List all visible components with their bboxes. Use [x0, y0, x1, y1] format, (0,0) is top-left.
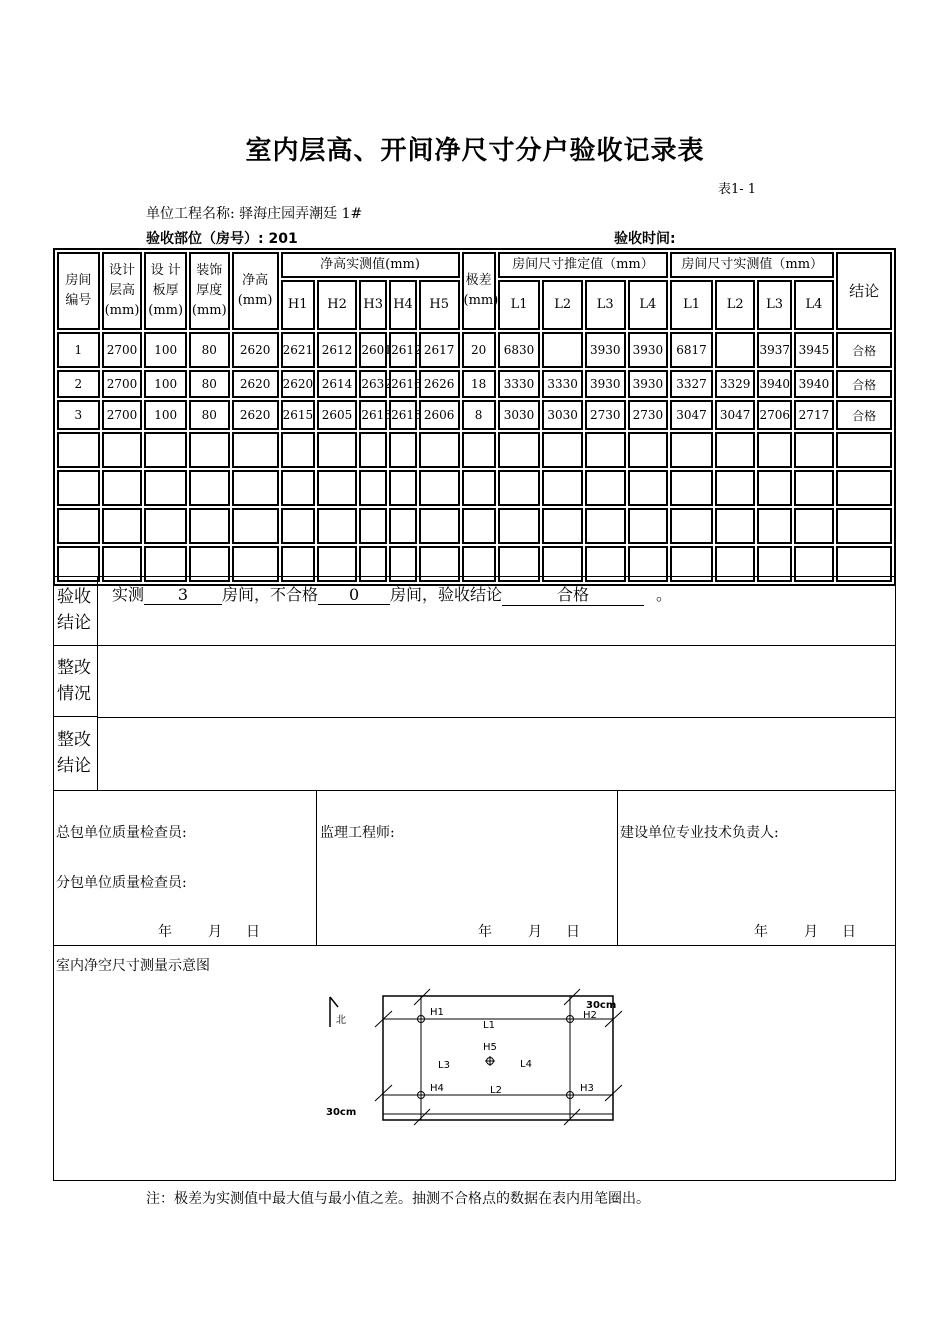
svg-text:H4: H4: [430, 1083, 444, 1094]
header-h5: H5: [419, 280, 460, 330]
supervisor-label: 监理工程师:: [320, 825, 395, 841]
page-title: 室内层高、开间净尺寸分户验收记录表: [245, 136, 705, 166]
table-cell: [542, 432, 583, 468]
header-actual-size: 房间尺寸实测值（mm）: [670, 252, 834, 278]
table-cell: [359, 470, 387, 506]
table-cell: 2632: [359, 370, 387, 398]
table-cell: 3930: [628, 332, 669, 368]
inspected-count: 3: [144, 585, 222, 605]
table-cell: 2606: [419, 400, 460, 430]
header-est-l3: L3: [585, 280, 626, 330]
date-1: 年 月 日: [158, 924, 260, 940]
project-name: 单位工程名称: 驿海庄园弄潮廷 1#: [146, 206, 363, 222]
header-est-l1: L1: [498, 280, 541, 330]
table-cell: 3: [57, 400, 100, 430]
svg-text:L2: L2: [490, 1085, 502, 1096]
table-cell: 2717: [794, 400, 835, 430]
table-cell: 2613: [359, 400, 387, 430]
measurement-table: [53, 248, 896, 586]
table-cell: [359, 508, 387, 544]
table-cell: [189, 432, 230, 468]
table-cell: [102, 508, 143, 544]
table-cell: [419, 432, 460, 468]
table-cell: [189, 470, 230, 506]
header-room: 房间编号: [57, 252, 100, 330]
table-cell: [794, 432, 835, 468]
table-cell: [670, 470, 713, 506]
inspection-location: 验收部位（房号）: 201: [146, 231, 298, 247]
svg-text:L1: L1: [483, 1020, 495, 1031]
svg-text:H3: H3: [580, 1083, 594, 1094]
table-cell: [57, 508, 100, 544]
table-row: [57, 370, 892, 398]
table-cell: [757, 432, 791, 468]
rectify-status-cell: [53, 645, 98, 717]
table-cell: 2620: [232, 370, 279, 398]
table-cell: [232, 508, 279, 544]
table-cell: [542, 332, 583, 368]
table-cell: [359, 432, 387, 468]
table-cell: [836, 432, 892, 468]
conclusion-label: 验收结论: [57, 587, 91, 633]
table-cell: [232, 432, 279, 468]
table-cell: 3047: [715, 400, 756, 430]
table-cell: [144, 432, 187, 468]
table-cell: [542, 508, 583, 544]
failed-count: 0: [318, 585, 390, 605]
table-cell: [794, 508, 835, 544]
table-cell: 2700: [102, 332, 143, 368]
table-cell: [389, 432, 417, 468]
table-cell: [836, 508, 892, 544]
measurement-diagram: [320, 985, 640, 1125]
table-cell: 1: [57, 332, 100, 368]
table-row: [57, 470, 892, 506]
table-cell: 2730: [585, 400, 626, 430]
table-cell: 2: [57, 370, 100, 398]
table-cell: 3940: [794, 370, 835, 398]
table-cell: 3330: [498, 370, 541, 398]
table-cell: 2620: [232, 400, 279, 430]
divider: [316, 790, 317, 945]
form-number: 表1- 1: [718, 182, 757, 197]
table-cell: [628, 508, 669, 544]
table-cell: 18: [462, 370, 496, 398]
sub-inspector-label: 分包单位质量检查员:: [56, 875, 187, 891]
table-cell: 2614: [317, 370, 358, 398]
header-estimated-size: 房间尺寸推定值（mm）: [498, 252, 669, 278]
table-cell: [389, 508, 417, 544]
table-cell: [189, 508, 230, 544]
table-cell: 2620: [281, 370, 315, 398]
rectify-status-label: 整改情况: [57, 658, 91, 704]
table-row: [57, 508, 892, 544]
table-cell: [57, 432, 100, 468]
table-cell: [144, 470, 187, 506]
header-est-l4: L4: [628, 280, 669, 330]
table-cell: 3940: [757, 370, 791, 398]
table-cell: [419, 470, 460, 506]
rectify-result-cell: [53, 717, 98, 790]
table-cell: 80: [189, 400, 230, 430]
footnote: 注：极差为实测值中最大值与最小值之差。抽测不合格点的数据在表内用笔圈出。: [146, 1191, 650, 1207]
header-design-height: 设计层高 (mm): [102, 252, 143, 330]
header-net-height: 净高 (mm): [232, 252, 279, 330]
table-cell: [836, 470, 892, 506]
header-h4: H4: [389, 280, 417, 330]
table-cell: 80: [189, 370, 230, 398]
table-cell: 6817: [670, 332, 713, 368]
svg-text:L4: L4: [520, 1059, 532, 1070]
table-cell: 3047: [670, 400, 713, 430]
date-2: 年 月 日: [478, 924, 580, 940]
table-cell: [462, 470, 496, 506]
table-cell: 100: [144, 400, 187, 430]
table-cell: 2612: [317, 332, 358, 368]
table-cell: 3330: [542, 370, 583, 398]
table-cell: 3327: [670, 370, 713, 398]
divider: [53, 945, 896, 946]
date-3: 年 月 日: [754, 924, 856, 940]
table-cell: 3329: [715, 370, 756, 398]
table-cell: 2621: [281, 332, 315, 368]
svg-text:30cm: 30cm: [326, 1107, 357, 1118]
table-cell: 3030: [498, 400, 541, 430]
svg-text:H5: H5: [483, 1042, 497, 1053]
table-cell: [715, 332, 756, 368]
table-cell: [389, 470, 417, 506]
header-act-l2: L2: [715, 280, 756, 330]
svg-text:L3: L3: [438, 1060, 450, 1071]
rectify-result-label: 整改结论: [57, 730, 91, 776]
table-cell: 3945: [794, 332, 835, 368]
table-cell: [585, 432, 626, 468]
table-cell: [715, 470, 756, 506]
header-act-l1: L1: [670, 280, 713, 330]
table-cell: [498, 432, 541, 468]
table-cell: [628, 470, 669, 506]
inner-line-h: [383, 1019, 613, 1114]
table-cell: 2706: [757, 400, 791, 430]
table-cell: [794, 470, 835, 506]
table-cell: [281, 508, 315, 544]
table-cell: 2620: [232, 332, 279, 368]
outer-wall: [383, 996, 613, 1120]
table-cell: 2605: [317, 400, 358, 430]
divider: [98, 645, 896, 646]
table-cell: 3930: [585, 332, 626, 368]
table-cell: 3030: [542, 400, 583, 430]
table-cell: [317, 508, 358, 544]
divider: [98, 717, 896, 718]
table-cell: 2617: [419, 332, 460, 368]
header-measured-height: 净高实测值(mm): [281, 252, 460, 278]
table-cell: 3937: [757, 332, 791, 368]
table-cell: [715, 508, 756, 544]
table-cell: [102, 470, 143, 506]
table-cell: [317, 432, 358, 468]
conclusion-text: 实测 3 房间，不合格 0 房间，验收结论 合格 。: [112, 582, 672, 606]
table-cell: 8: [462, 400, 496, 430]
header-slab: 设 计板厚 (mm): [144, 252, 187, 330]
table-row: [57, 432, 892, 468]
divider: [617, 790, 618, 945]
table-cell: [670, 432, 713, 468]
svg-text:30cm: 30cm: [586, 1000, 617, 1011]
table-cell: 2730: [628, 400, 669, 430]
inspection-time-label: 验收时间:: [614, 231, 676, 247]
table-cell: [281, 470, 315, 506]
table-cell: [585, 508, 626, 544]
table-cell: 100: [144, 332, 187, 368]
table-cell: 6830: [498, 332, 541, 368]
table-cell: 合格: [836, 400, 892, 430]
table-cell: 2615: [281, 400, 315, 430]
header-act-l4: L4: [794, 280, 835, 330]
table-cell: [670, 508, 713, 544]
table-cell: 100: [144, 370, 187, 398]
table-cell: 2626: [419, 370, 460, 398]
header-h2: H2: [317, 280, 358, 330]
table-cell: [715, 432, 756, 468]
diagram-title: 室内净空尺寸测量示意图: [56, 958, 210, 974]
table-cell: 80: [189, 332, 230, 368]
conclusion-result: 合格: [502, 582, 644, 606]
table-cell: 2700: [102, 400, 143, 430]
table-cell: 3930: [585, 370, 626, 398]
table-row: [57, 400, 892, 430]
table-cell: [462, 508, 496, 544]
general-inspector-label: 总包单位质量检查员:: [56, 825, 187, 841]
divider: [53, 790, 896, 791]
table-cell: [628, 432, 669, 468]
header-finish: 装饰厚度 (mm): [189, 252, 230, 330]
table-cell: [232, 470, 279, 506]
header-est-l2: L2: [542, 280, 583, 330]
table-row: [57, 332, 892, 368]
table-cell: [281, 432, 315, 468]
table-cell: 2612: [389, 332, 417, 368]
table-cell: 3930: [628, 370, 669, 398]
table-cell: 2700: [102, 370, 143, 398]
header-act-l3: L3: [757, 280, 791, 330]
owner-label: 建设单位专业技术负责人:: [620, 825, 779, 841]
table-cell: 2613: [389, 400, 417, 430]
table-cell: [419, 508, 460, 544]
conclusion-label-cell: [53, 576, 98, 646]
table-cell: [757, 470, 791, 506]
table-cell: 20: [462, 332, 496, 368]
table-cell: [144, 508, 187, 544]
table-cell: 2601: [359, 332, 387, 368]
table-cell: [757, 508, 791, 544]
table-cell: [57, 470, 100, 506]
table-cell: [585, 470, 626, 506]
header-result: 结论: [836, 252, 892, 330]
table-cell: 2616: [389, 370, 417, 398]
svg-text:H1: H1: [430, 1007, 444, 1018]
table-cell: [498, 508, 541, 544]
svg-text:H2: H2: [583, 1010, 597, 1021]
table-cell: 合格: [836, 370, 892, 398]
table-cell: [462, 432, 496, 468]
header-h1: H1: [281, 280, 315, 330]
header-h3: H3: [359, 280, 387, 330]
table-cell: [542, 470, 583, 506]
table-cell: 合格: [836, 332, 892, 368]
north-label: 北: [336, 1015, 346, 1026]
header-range: 极差 (mm): [462, 252, 496, 330]
table-cell: [498, 470, 541, 506]
table-cell: [102, 432, 143, 468]
table-cell: [317, 470, 358, 506]
